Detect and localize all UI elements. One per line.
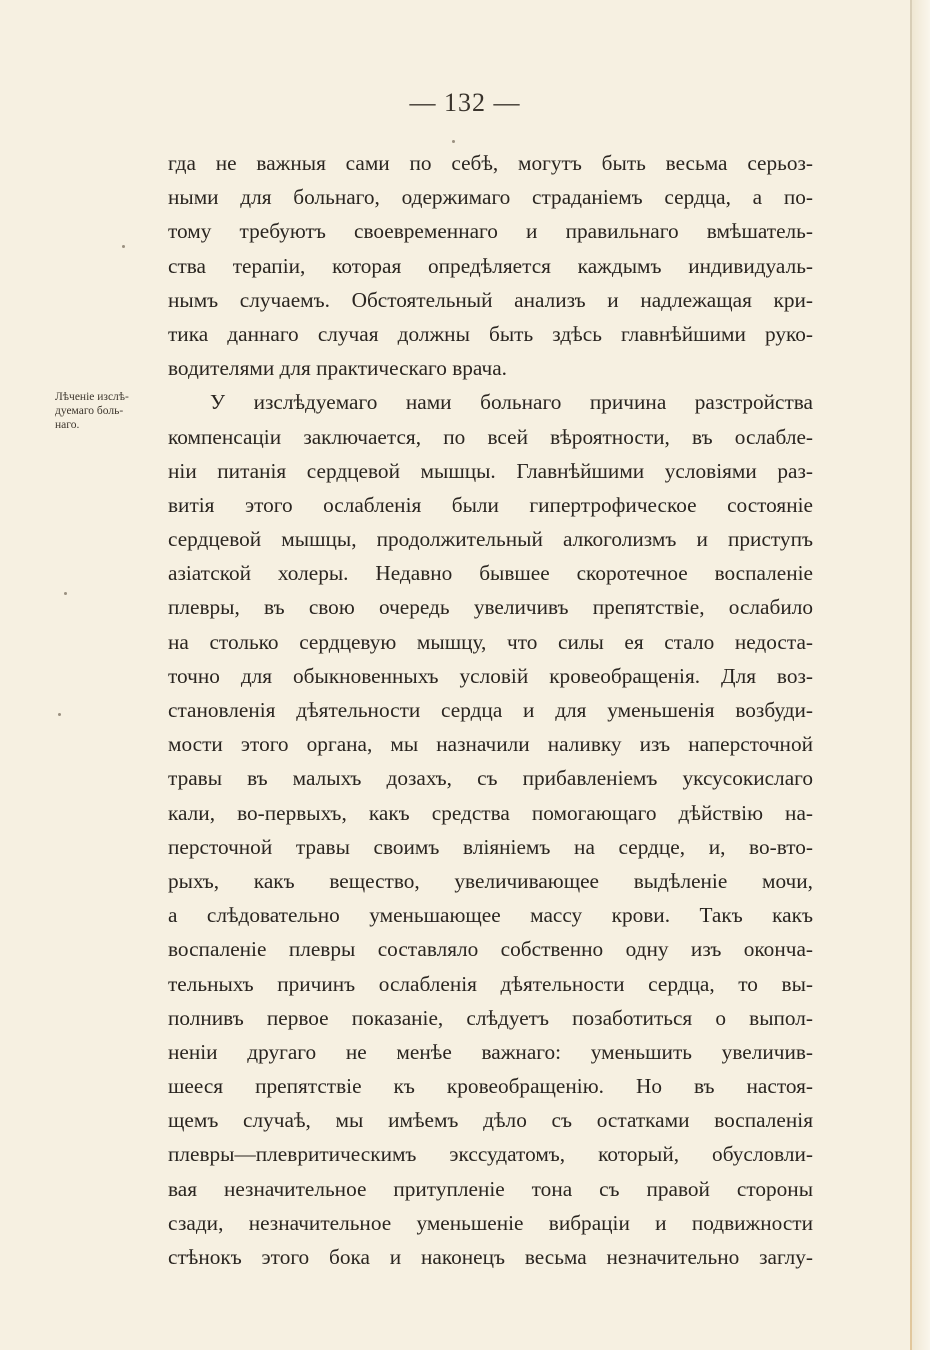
text-line: сердцевой мышцы, продолжительный алкоголизмъ и приступъ bbox=[168, 527, 813, 552]
text-line: сзади, незначительное уменьшеніе вибраціи и подвижности bbox=[168, 1210, 813, 1235]
text-line: а слѣдовательно уменьшающее массу крови. Такъ какъ bbox=[168, 903, 813, 928]
text-line: витія этого ослабленія были гипертрофическое состояніе bbox=[168, 492, 813, 517]
text-line: шееся препятствіе къ кровеобращенію. Но въ настоя- bbox=[168, 1074, 813, 1099]
margin-note-line: Лѣченіе изслѣ- bbox=[55, 391, 129, 403]
text-line: плевры, въ свою очередь увеличивъ препятствіе, ослабило bbox=[168, 595, 813, 620]
text-line: азіатской холеры. Недавно бывшее скоротечное воспаленіе bbox=[168, 561, 813, 586]
text-line: ными для больнаго, одержимаго страданіемъ сердца, а по- bbox=[168, 185, 813, 210]
text-line: щемъ случаѣ, мы имѣемъ дѣло съ остатками воспаленія bbox=[168, 1108, 813, 1133]
text-line: нымъ случаемъ. Обстоятельный анализъ и надлежащая кри- bbox=[168, 287, 813, 312]
paper-speck bbox=[122, 245, 125, 248]
text-line: ства терапіи, которая опредѣляется каждымъ индивидуаль- bbox=[168, 253, 813, 278]
text-line: точно для обыкновенныхъ условій кровеобращенія. Для воз- bbox=[168, 663, 813, 688]
text-line: рыхъ, какъ вещество, увеличивающее выдѣленіе мочи, bbox=[168, 868, 813, 893]
text-line: водителями для практическаго врача. bbox=[168, 356, 508, 381]
text-line: плевры—плевритическимъ экссудатомъ, который, обусловли- bbox=[168, 1142, 813, 1167]
page-number: — 132 — bbox=[409, 88, 521, 117]
text-line: травы въ малыхъ дозахъ, съ прибавленіемъ уксусокислаго bbox=[168, 766, 813, 791]
page-edge bbox=[910, 0, 912, 1350]
margin-note-line: наго. bbox=[55, 419, 80, 431]
text-line: кали, во-первыхъ, какъ средства помогающаго дѣйствію на- bbox=[168, 800, 813, 825]
margin-note-line: дуемаго боль- bbox=[55, 405, 124, 417]
text-line: У изслѣдуемаго нами больнаго причина разстройства bbox=[210, 390, 813, 415]
margin-note bbox=[55, 390, 163, 432]
text-line: персточной травы своимъ вліяніемъ на сердце, и, во-вто- bbox=[168, 834, 813, 859]
text-line: неніи другаго не менѣе важнаго: уменьшить увеличив- bbox=[168, 1039, 813, 1064]
paragraph-2 bbox=[168, 385, 813, 1274]
text-line: воспаленіе плевры составляло собственно одну изъ оконча- bbox=[168, 937, 813, 962]
text-line: полнивъ первое показаніе, слѣдуетъ позаботиться о выпол- bbox=[168, 1005, 813, 1030]
text-line: вая незначительное притупленіе тона съ правой стороны bbox=[168, 1176, 813, 1201]
text-line: гда не важныя сами по себѣ, могутъ быть весьма серьоз- bbox=[168, 151, 813, 175]
paper-speck bbox=[452, 140, 455, 143]
paragraph-1 bbox=[168, 146, 813, 385]
text-line: тому требуютъ своевременнаго и правильнаго вмѣшатель- bbox=[168, 219, 813, 244]
text-line: тика даннаго случая должны быть здѣсь главнѣйшими руко- bbox=[168, 321, 813, 346]
text-line: на столько сердцевую мышцу, что силы ея стало недоста- bbox=[168, 629, 813, 654]
text-line: мости этого органа, мы назначили наливку изъ наперсточной bbox=[168, 732, 813, 757]
page-edge-shadow bbox=[912, 0, 930, 1350]
text-line: тельныхъ причинъ ослабленія дѣятельности сердца, то вы- bbox=[168, 971, 813, 996]
paper-speck bbox=[58, 713, 61, 716]
paper-speck bbox=[64, 592, 67, 595]
text-line: ніи питанія сердцевой мышцы. Главнѣйшими условіями раз- bbox=[168, 458, 813, 483]
text-line: стѣнокъ этого бока и наконецъ весьма незначительно заглу- bbox=[168, 1245, 813, 1269]
body-text bbox=[168, 146, 813, 1274]
text-line: становленія дѣятельности сердца и для уменьшенія возбуди- bbox=[168, 698, 813, 722]
text-line: компенсаціи заключается, по всей вѣроятности, въ ослабле- bbox=[168, 424, 813, 449]
